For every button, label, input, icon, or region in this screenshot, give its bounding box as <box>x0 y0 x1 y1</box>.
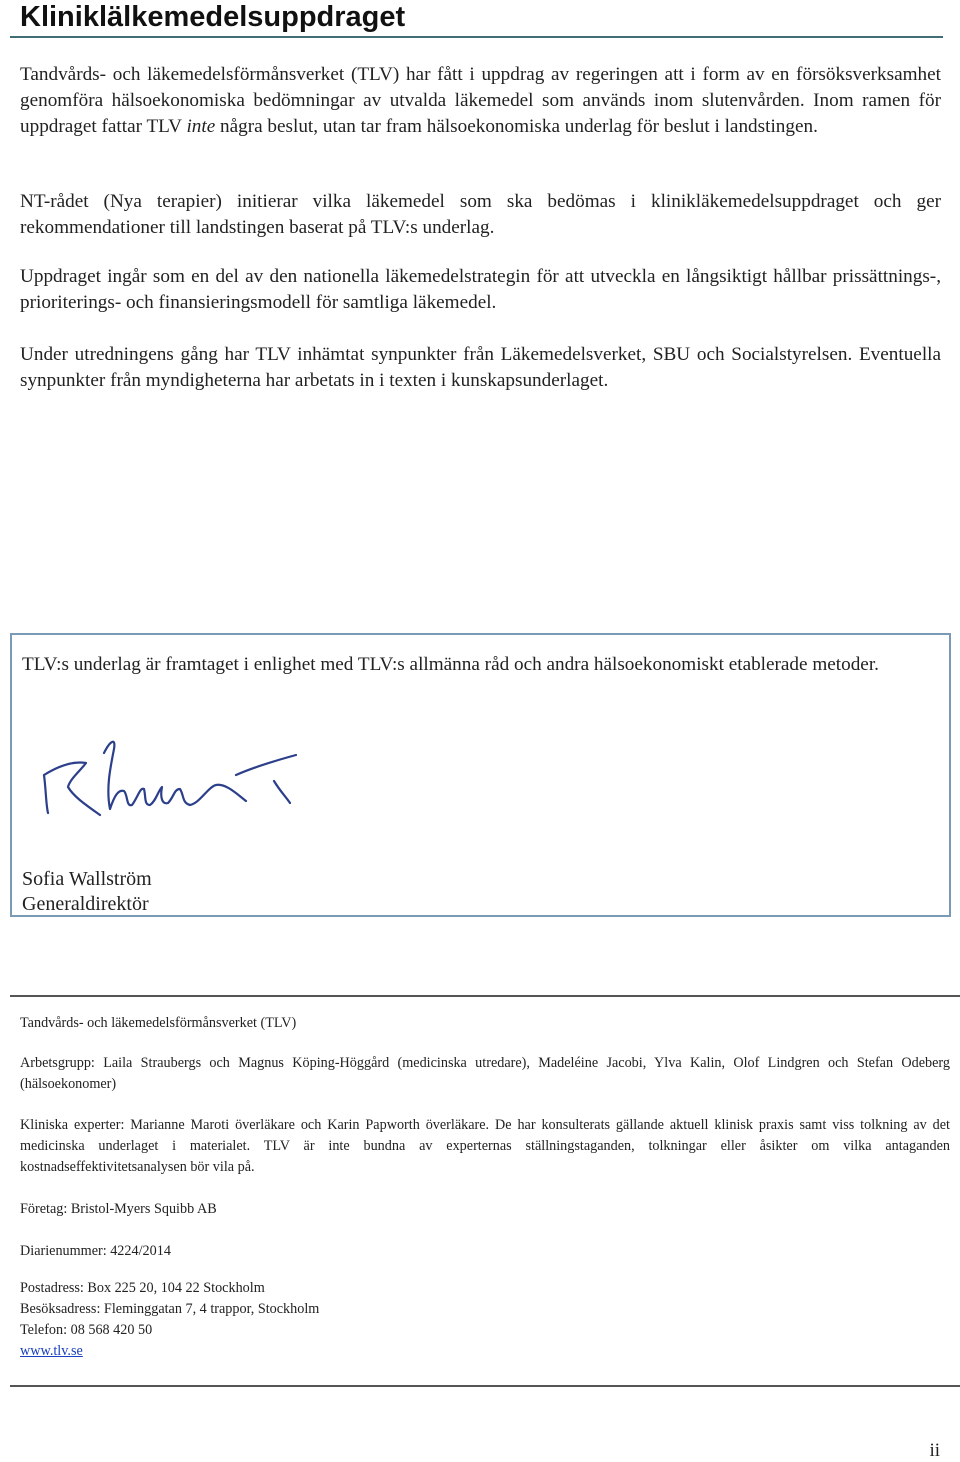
strategy-paragraph: Uppdraget ingår som en del av den nationella läkemedelstrategin för att utveckla en långsiktigt hållbar prissättnings-, prioriterings- och finansieringsmodell för samtliga läkemedel. <box>20 266 941 313</box>
signature-box <box>10 633 951 917</box>
website-link[interactable]: www.tlv.se <box>20 1343 83 1359</box>
nt-council-paragraph: NT-rådet (Nya terapier) initierar vilka läkemedel som ska bedömas i klinikläkemedelsuppdraget och ger rekommendationer till landstingen baserat på TLV:s underlag. <box>20 191 941 238</box>
visiting-address: Besöksadress: Fleminggatan 7, 4 trappor, Stockholm <box>20 1301 320 1317</box>
colophon-box <box>10 995 960 1387</box>
signer-title: Generaldirektör <box>22 893 149 915</box>
intro-text-start: Tandvårds- och läkemedelsförmånsverket (TLV) har fått i uppdrag av regeringen att i form av en försöksverksamhet genomföra hälsoekonomiska bedömningar av utvalda läkemedel som används inom slutenvården. Inom ramen för uppdraget fattar TLV <box>20 64 941 137</box>
intro-emphasis: inte <box>186 116 216 137</box>
postal-address: Postadress: Box 225 20, 104 22 Stockholm <box>20 1280 265 1296</box>
handwritten-signature <box>40 735 310 825</box>
intro-text-end: några beslut, utan tar fram hälsoekonomiska underlag för beslut i landstingen. <box>215 116 818 137</box>
website-line <box>20 1341 950 1362</box>
clinical-experts: Kliniska experter: Marianne Maroti överläkare och Karin Papworth överläkare. De har konsulterats gällande aktuell klinisk praxis samt viss tolkning av det medicinska underlaget i materialet. TLV är inte bundna av experternas ställningstaganden, tolkningar eller åsikter om vilka antaganden kostnadseffektivitetsanalysen bör vila på. <box>20 1117 950 1175</box>
consultation-paragraph: Under utredningens gång har TLV inhämtat synpunkter från Läkemedelsverket, SBU och Socialstyrelsen. Eventuella synpunkter från myndigheterna har arbetats in i texten i kunskapsunderlaget. <box>20 344 941 391</box>
signer-name: Sofia Wallström <box>22 868 152 890</box>
title-divider <box>10 36 943 38</box>
working-group: Arbetsgrupp: Laila Straubergs och Magnus Köping-Höggård (medicinska utredare), Madeléine Jacobi, Ylva Kalin, Olof Lindgren och Stefan Odeberg (hälsoekonomer) <box>20 1055 950 1092</box>
intro-paragraph <box>20 62 941 140</box>
agency-name: Tandvårds- och läkemedelsförmånsverket (TLV) <box>20 1015 297 1031</box>
signer-block <box>22 867 152 917</box>
page-title: Kliniklälkemedelsuppdraget <box>20 1 406 33</box>
page-number: ii <box>929 1440 940 1461</box>
phone-number: Telefon: 08 568 420 50 <box>20 1322 153 1338</box>
company: Företag: Bristol-Myers Squibb AB <box>20 1201 217 1217</box>
methodology-statement: TLV:s underlag är framtaget i enlighet med TLV:s allmänna råd och andra hälsoekonomiskt etablerade metoder. <box>22 654 879 675</box>
diary-number: Diarienummer: 4224/2014 <box>20 1243 171 1259</box>
